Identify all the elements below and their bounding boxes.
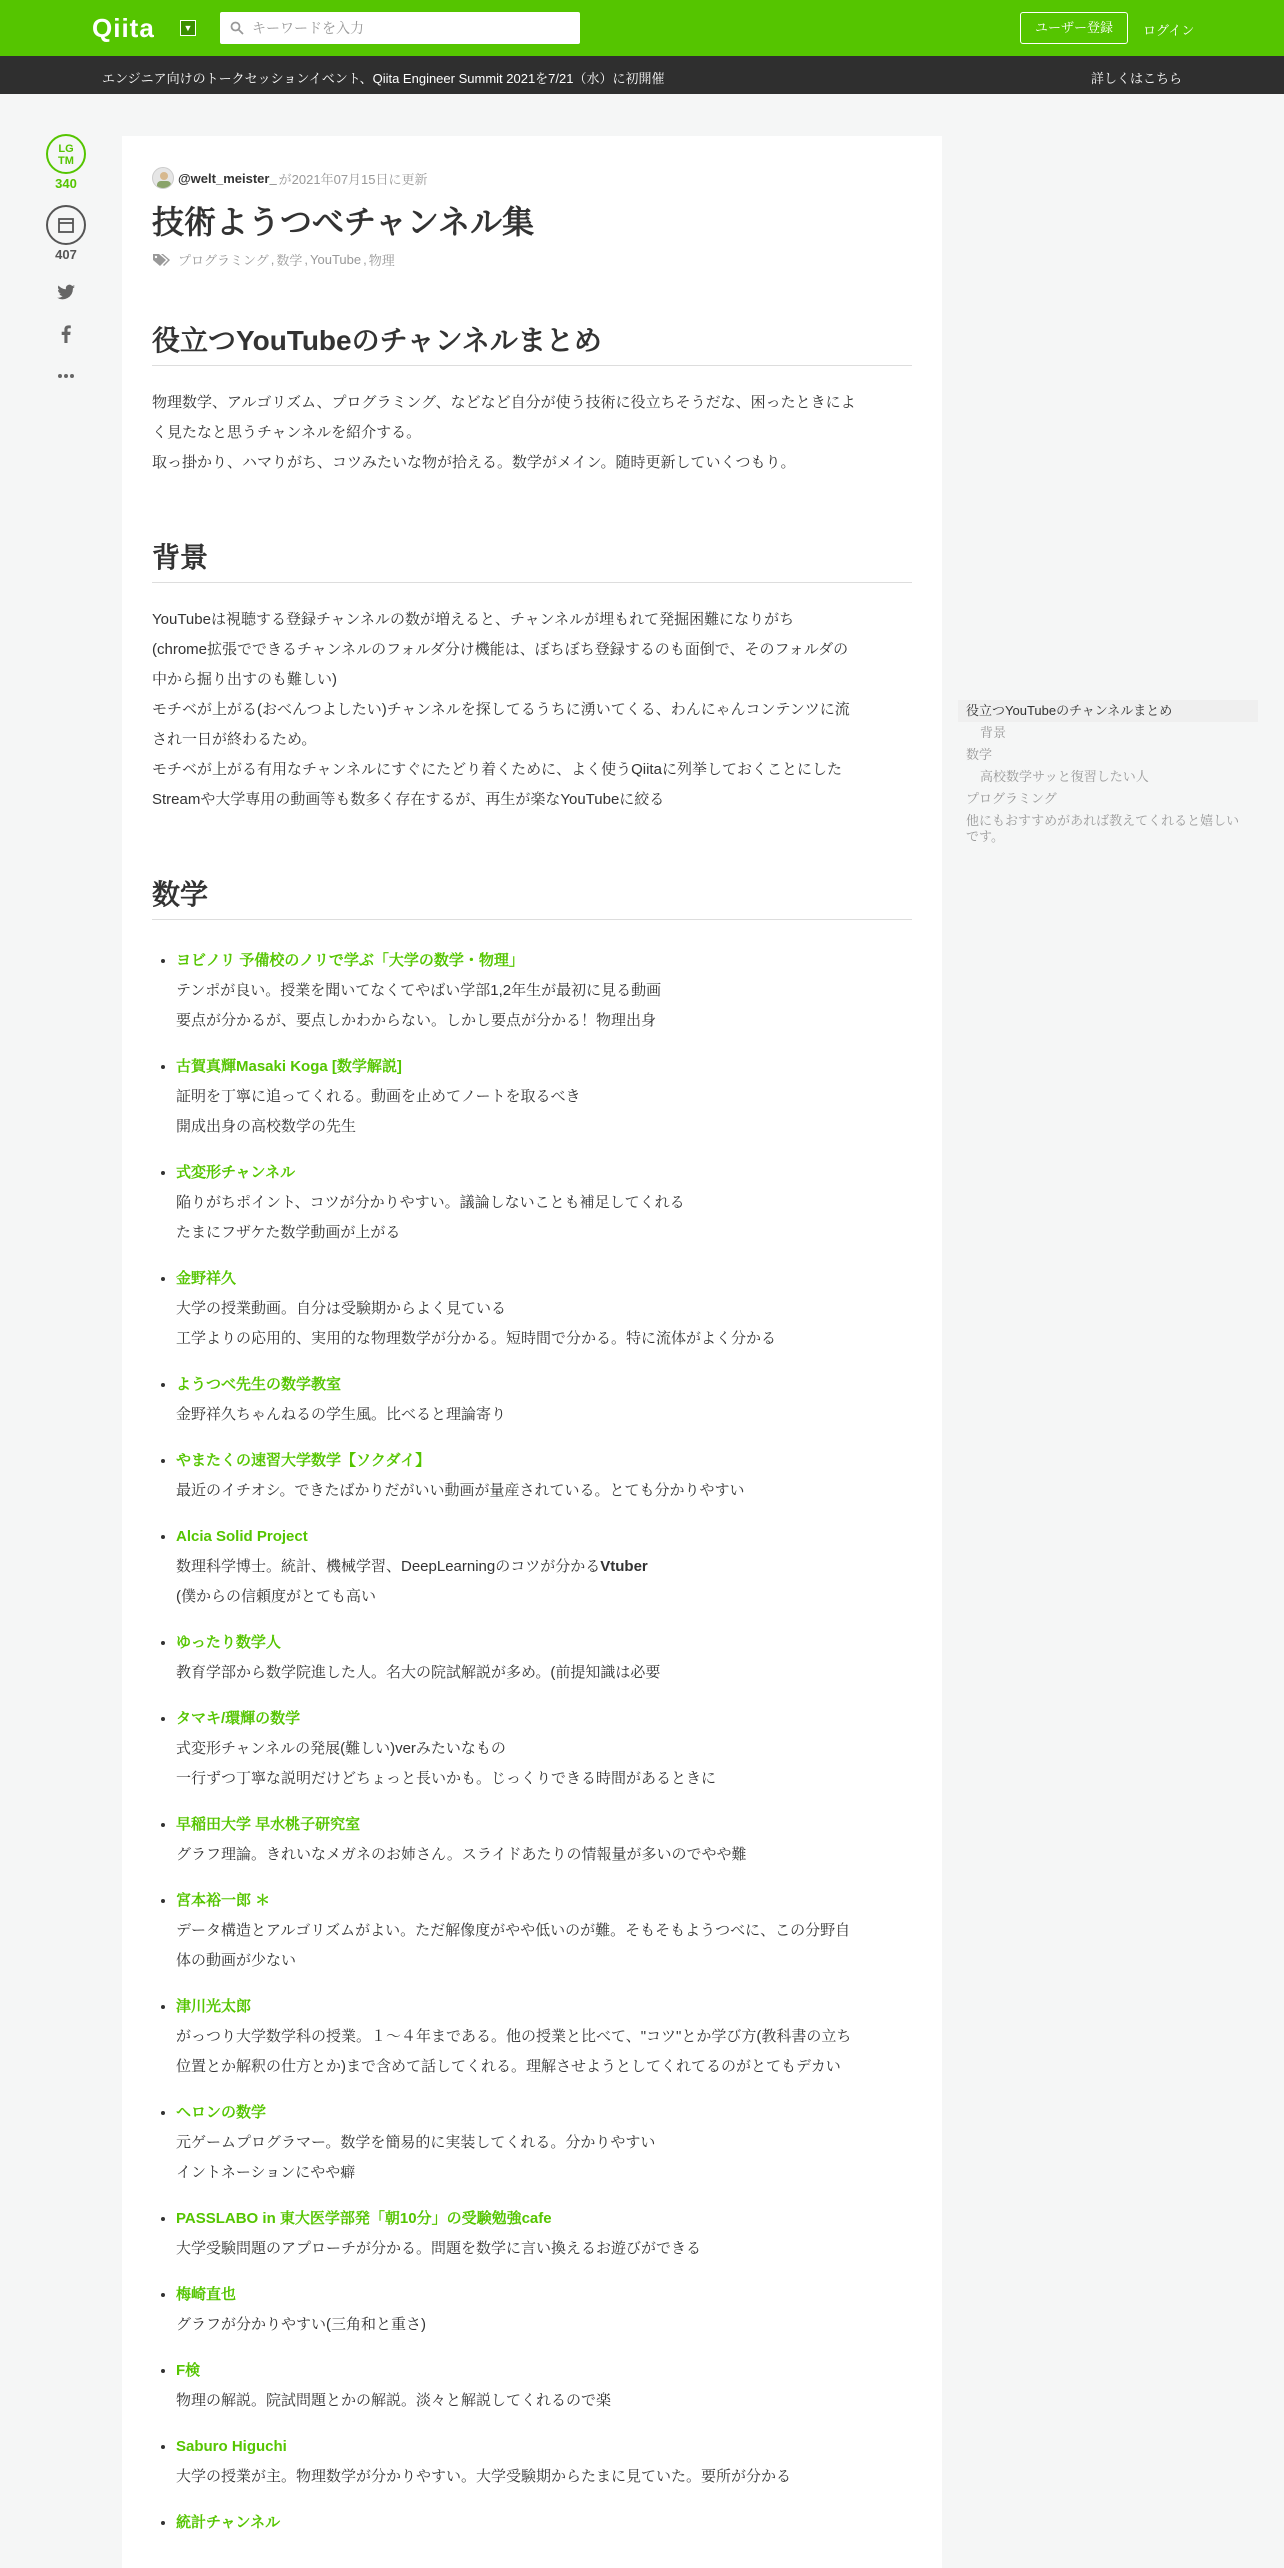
paragraph-line: YouTubeは視聴する登録チャンネルの数が増えると、チャンネルが埋もれて発掘困難になりがち (152, 611, 795, 628)
twitter-icon[interactable] (54, 280, 78, 304)
item-description: 陥りがちポイント、コツが分かりやすい。議論しないことも補足してくれる (176, 1194, 685, 1211)
section-heading: 背景 (152, 536, 912, 583)
table-of-contents (958, 700, 1258, 848)
item-description: 金野祥久ちゃんねるの学生風。比べると理論寄り (176, 1406, 507, 1423)
list-item (176, 1628, 912, 1688)
item-description: (僕からの信頼度がとても高い (176, 1588, 376, 1605)
list-item (176, 1522, 912, 1612)
item-description: 証明を丁寧に追ってくれる。動画を止めてノートを取るべき (176, 1088, 581, 1105)
toc-item[interactable]: 背景 (980, 725, 1007, 740)
tag-programming[interactable]: プログラミング (178, 253, 269, 268)
list-item (176, 2280, 912, 2340)
list-item (176, 1264, 912, 1354)
author-row (152, 166, 912, 190)
toc-item[interactable]: プログラミング (966, 791, 1057, 806)
item-description: たまにフザケた数学動画が上がる (176, 1224, 401, 1241)
more-options-icon[interactable] (54, 364, 78, 388)
channel-link[interactable]: • ゆったり数学人 (176, 1634, 281, 1651)
item-description: がっつり大学数学科の授業。１〜４年まである。他の授業と比べて、"コツ"とか学び方(教科書の立ち (176, 2028, 852, 2045)
item-description: 大学受験問題のアプローチが分かる。問題を数学に言い換えるお遊びができる (176, 2240, 702, 2257)
paragraph-line: く見たなと思うチャンネルを紹介する。 (152, 424, 422, 441)
list-item (176, 1810, 912, 1870)
item-description: テンポが良い。授業を聞いてなくてやばい学部1,2年生が最初に見る動画 (176, 982, 662, 999)
page-title: 技術ようつべチャンネル集 (152, 204, 535, 240)
toc-item[interactable]: 高校数学サッと復習したい人 (980, 769, 1149, 784)
announcement-text[interactable]: エンジニア向けのトークセッションイベント、Qiita Engineer Summit 2021を7/21（水）に初開催 (102, 71, 665, 86)
stock-count: 407 (55, 247, 77, 262)
channel-link[interactable]: • ヨビノリ 予備校のノリで学ぶ「大学の数学・物理」 (176, 952, 524, 969)
channel-link[interactable]: • 金野祥久 (176, 1270, 237, 1287)
item-description-text: 数理科学博士。統計、機械学習、DeepLearningのコツが分かる (176, 1558, 601, 1575)
stock-button[interactable] (46, 205, 86, 245)
item-description: 教育学部から数学院進した人。名大の院試解説が多め。(前提知識は必要 (176, 1664, 661, 1681)
paragraph-line: (chrome拡張でできるチャンネルのフォルダ分け機能は、ぼちぼち登録するのも面倒で、そのフォルダの (152, 641, 849, 658)
tag-physics[interactable]: 物理 (368, 253, 395, 268)
channel-link[interactable]: • F検 (176, 2362, 201, 2379)
channel-link[interactable]: • Alcia Solid Project (176, 1528, 308, 1545)
channel-list (152, 946, 912, 2538)
item-description: 最近のイチオシ。できたばかりだがいい動画が量産されている。とても分かりやすい (176, 1482, 745, 1499)
lgtm-count: 340 (55, 176, 77, 191)
item-description: 一行ずつ丁寧な説明だけどちょっと長いかも。じっくりできる時間があるときに (176, 1770, 717, 1787)
search-icon (230, 21, 244, 35)
item-description: イントネーションにやや癖 (176, 2164, 356, 2181)
stock-folder-icon (48, 207, 84, 243)
paragraph-line: 取っ掛かり、ハマりがち、コツみたいな物が拾える。数学がメイン。随時更新していくつもり。 (152, 454, 796, 471)
list-item (176, 2356, 912, 2416)
item-description: 位置とか解釈の仕方とか)まで含めて話してくれる。理解させようとしてくれてるのがとてもデカい (176, 2058, 841, 2075)
item-description: 工学よりの応用的、実用的な物理数学が分かる。短時間で分かる。特に流体がよく分かる (176, 1330, 777, 1347)
section-youtube-summary (152, 319, 912, 478)
item-description: 大学の授業動画。自分は受験期からよく見ている (176, 1300, 507, 1317)
tags-icon (152, 253, 170, 267)
list-item (176, 2098, 912, 2188)
toc-item[interactable]: 役立つYouTubeのチャンネルまとめ (958, 700, 1258, 722)
paragraph-line: モチベが上がる有用なチャンネルにすぐにたどり着くために、よく使うQiitaに列挙しておくことにした (152, 761, 842, 778)
item-description: 式変形チャンネルの発展(難しい)verみたいなもの (176, 1740, 506, 1757)
item-description: 元ゲームプログラマー。数学を簡易的に実装してくれる。分かりやすい (176, 2134, 656, 2151)
article-actions (42, 134, 90, 388)
item-description: 物理の解説。院試問題とかの解説。淡々と解説してくれるので楽 (176, 2392, 612, 2409)
list-item (176, 2204, 912, 2264)
article-body (122, 136, 942, 2568)
list-item (176, 946, 912, 1036)
search-box[interactable] (220, 12, 580, 44)
list-item (176, 1704, 912, 1794)
list-item (176, 1446, 912, 1506)
item-description: 要点が分かるが、要点しかわからない。しかし要点が分かる！物理出身 (176, 1012, 657, 1029)
item-description: データ構造とアルゴリズムがよい。ただ解像度がやや低いのが難。そもそもようつべに、この分野自 (176, 1922, 851, 1939)
section-background (152, 536, 912, 815)
item-description: 開成出身の高校数学の先生 (176, 1118, 357, 1135)
paragraph-line: され一日が終わるため。 (152, 731, 317, 748)
tag-math[interactable]: 数学 (276, 253, 303, 268)
lgtm-label-bottom: TM (58, 155, 74, 167)
channel-link[interactable]: • やまたくの速習大学数学【ソクダイ】 (176, 1452, 431, 1469)
list-item (176, 2432, 912, 2492)
qiita-logo[interactable]: Qiita (92, 13, 155, 43)
channel-link[interactable]: • タマキ/環輝の数学 (176, 1710, 301, 1727)
channel-link[interactable]: • 宮本裕一郎 ＊ (176, 1892, 271, 1909)
section-heading: 役立つYouTubeのチャンネルまとめ (152, 319, 912, 366)
signup-button[interactable]: ユーザー登録 (1020, 12, 1128, 44)
announcement-link[interactable]: 詳しくはこちら (1091, 71, 1183, 86)
list-item (176, 1886, 912, 1976)
section-heading: 数学 (152, 873, 912, 920)
search-input[interactable] (252, 12, 572, 44)
global-header (0, 0, 1284, 56)
paragraph-line: 物理数学、アルゴリズム、プログラミング、などなど自分が使う技術に役立ちそうだな、困ったときによ (152, 394, 856, 411)
tag-youtube[interactable]: YouTube (310, 252, 362, 267)
lgtm-button[interactable] (46, 134, 86, 174)
paragraph-line: 中から掘り出すのも難しい) (152, 671, 337, 688)
item-description-bold: Vtuber (600, 1558, 648, 1575)
toc-item[interactable]: 数学 (966, 747, 993, 762)
channel-link[interactable]: • ヘロンの数学 (176, 2104, 267, 2121)
facebook-icon[interactable] (54, 322, 78, 346)
logo-menu-dropdown-icon[interactable]: ▼ (180, 20, 196, 36)
lgtm-label-top: LG (58, 143, 74, 155)
channel-link[interactable]: • ようつべ先生の数学教室 (176, 1376, 342, 1393)
updated-date: が2021年07月15日に更新 (278, 171, 428, 187)
author-name[interactable]: @welt_meister_ (178, 170, 277, 186)
section-math (152, 873, 912, 2538)
list-item (176, 1370, 912, 1430)
item-description (176, 1552, 912, 1582)
paragraph-line: モチベが上がる(おべんつよしたい)チャンネルを探してるうちに湧いてくる、わんにゃんコンテンツに流 (152, 701, 850, 718)
announcement-bar (0, 56, 1284, 94)
channel-link[interactable]: • 古賀真輝Masaki Koga [数学解説] (176, 1058, 402, 1075)
avatar[interactable] (152, 167, 174, 189)
tag-list: プログラミング , 数学 , YouTube , 物理 (152, 250, 912, 269)
item-description: グラフ理論。きれいなメガネのお姉さん。スライドあたりの情報量が多いのでやや難 (176, 1846, 747, 1863)
login-link[interactable]: ログイン (1143, 23, 1195, 38)
list-item (176, 1992, 912, 2082)
channel-link[interactable]: • 津川光太郎 (176, 1998, 252, 2015)
channel-link[interactable]: • 式変形チャンネル (176, 1164, 296, 1181)
channel-link[interactable]: • 梅崎直也 (176, 2286, 237, 2303)
channel-link[interactable]: • PASSLABO in 東大医学部発「朝10分」の受験勉強cafe (176, 2210, 552, 2227)
avatar-image-icon (153, 168, 174, 189)
channel-link[interactable]: • Saburo Higuchi (176, 2438, 287, 2455)
paragraph-line: Streamや大学専用の動画等も数多く存在するが、再生が楽なYouTubeに絞る (152, 791, 665, 808)
list-item (176, 2508, 912, 2538)
channel-link[interactable]: • 統計チャンネル (176, 2514, 281, 2531)
channel-link[interactable]: • 早稲田大学 早水桃子研究室 (176, 1816, 361, 1833)
list-item (176, 1158, 912, 1248)
item-description: 体の動画が少ない (176, 1952, 297, 1969)
list-item (176, 1052, 912, 1142)
toc-item[interactable]: 他にもおすすめがあれば教えてくれると嬉しいです。 (966, 813, 1240, 844)
item-description: グラフが分かりやすい(三角和と重さ) (176, 2316, 426, 2333)
item-description: 大学の授業が主。物理数学が分かりやすい。大学受験期からたまに見ていた。要所が分かる (176, 2468, 792, 2485)
